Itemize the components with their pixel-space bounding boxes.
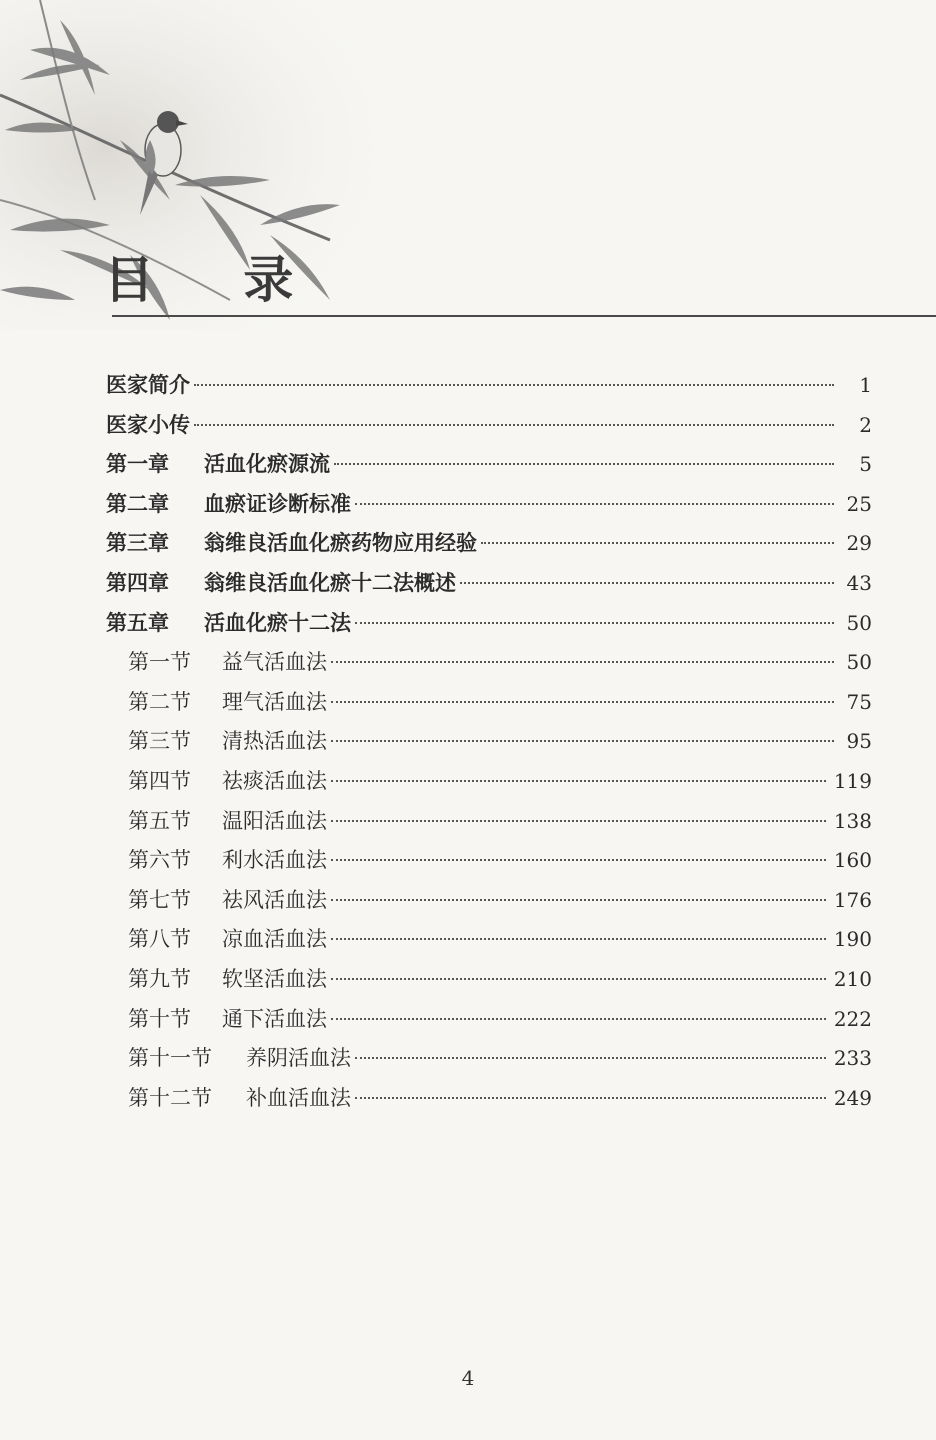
toc-entry-title: 血瘀证诊断标准 xyxy=(204,491,351,516)
toc-entry-page: 1 xyxy=(859,373,872,397)
toc-entry-section-12[interactable] xyxy=(106,1079,872,1119)
toc-entry-page: 160 xyxy=(833,848,872,873)
dot-leader xyxy=(331,780,826,782)
toc-entry-number: 第一节 xyxy=(128,650,191,675)
toc-entry-page: 95 xyxy=(846,729,872,754)
dot-leader xyxy=(460,582,834,584)
toc-entry-title: 活血化瘀十二法 xyxy=(204,610,351,635)
toc-entry-page: 29 xyxy=(846,531,872,556)
dot-leader xyxy=(355,622,834,624)
dot-leader xyxy=(194,384,834,386)
toc-entry-title: 养阴活血法 xyxy=(246,1046,351,1071)
toc-entry-title: 利水活血法 xyxy=(222,848,327,873)
toc-entry-title: 活血化瘀源流 xyxy=(204,452,330,477)
toc-entry-intro[interactable] xyxy=(106,366,872,406)
toc-entry-chapter-4[interactable] xyxy=(106,564,872,604)
toc-entry-title: 益气活血法 xyxy=(222,650,327,675)
page-number: 4 xyxy=(461,1366,475,1390)
toc-entry-title: 凉血活血法 xyxy=(222,927,327,952)
toc-entry-chapter-5[interactable] xyxy=(106,604,872,644)
toc-entry-number: 第一章 xyxy=(106,452,169,477)
dot-leader xyxy=(355,1057,826,1059)
toc-entry-number: 第四章 xyxy=(106,570,169,595)
toc-entry-chapter-3[interactable] xyxy=(106,524,872,564)
toc-entry-page: 2 xyxy=(859,412,872,437)
toc-entry-section-4[interactable] xyxy=(106,762,872,802)
toc-entry-section-1[interactable] xyxy=(106,643,872,683)
toc-entry-number: 第七节 xyxy=(128,887,191,912)
dot-leader xyxy=(331,740,834,742)
toc-entry-section-9[interactable] xyxy=(106,960,872,1000)
dot-leader xyxy=(334,463,834,465)
dot-leader xyxy=(331,978,826,980)
toc-entry-title: 补血活血法 xyxy=(246,1085,351,1110)
dot-leader xyxy=(331,701,834,703)
toc-entry-number: 第二章 xyxy=(106,491,169,516)
toc-entry-title: 温阳活血法 xyxy=(222,808,327,833)
dot-leader xyxy=(331,899,826,901)
toc-entry-page: 176 xyxy=(833,887,872,912)
toc-entry-section-7[interactable] xyxy=(106,881,872,921)
toc-entry-page: 5 xyxy=(859,452,872,477)
toc-entry-page: 138 xyxy=(833,808,872,833)
toc-entry-page: 25 xyxy=(846,491,872,516)
toc-entry-title: 医家简介 xyxy=(106,373,190,397)
toc-entry-title: 祛风活血法 xyxy=(222,887,327,912)
toc-entry-title: 软坚活血法 xyxy=(222,966,327,991)
toc-entry-page: 210 xyxy=(833,966,872,991)
toc-entry-number: 第三节 xyxy=(128,729,191,754)
toc-entry-number: 第八节 xyxy=(128,927,191,952)
toc-entry-number: 第十二节 xyxy=(128,1085,212,1110)
dot-leader xyxy=(355,503,834,505)
toc-entry-chapter-2[interactable] xyxy=(106,485,872,525)
toc-entry-number: 第二节 xyxy=(128,689,191,714)
dot-leader xyxy=(194,424,834,426)
toc-entry-title: 翁维良活血化瘀十二法概述 xyxy=(204,570,456,595)
dot-leader xyxy=(331,820,826,822)
toc-entry-page: 222 xyxy=(833,1006,872,1031)
toc-entry-section-8[interactable] xyxy=(106,920,872,960)
toc-entry-title: 医家小传 xyxy=(106,412,190,437)
toc-entry-page: 75 xyxy=(846,689,872,714)
toc-entry-page: 43 xyxy=(846,570,872,595)
toc-entry-number: 第六节 xyxy=(128,848,191,873)
table-of-contents xyxy=(106,366,872,1118)
page-title: 目 录 xyxy=(104,250,330,309)
toc-entry-chapter-1[interactable] xyxy=(106,445,872,485)
toc-entry-page: 50 xyxy=(846,610,872,635)
toc-entry-number: 第四节 xyxy=(128,768,191,793)
toc-entry-section-6[interactable] xyxy=(106,841,872,881)
toc-entry-number: 第五节 xyxy=(128,808,191,833)
toc-entry-section-2[interactable] xyxy=(106,683,872,723)
title-divider xyxy=(112,315,936,317)
toc-entry-section-11[interactable] xyxy=(106,1039,872,1079)
dot-leader xyxy=(481,542,834,544)
toc-entry-page: 119 xyxy=(833,768,872,793)
toc-entry-title: 清热活血法 xyxy=(222,729,327,754)
toc-entry-section-3[interactable] xyxy=(106,722,872,762)
toc-entry-page: 249 xyxy=(833,1085,872,1110)
toc-entry-number: 第三章 xyxy=(106,531,169,556)
dot-leader xyxy=(331,1018,826,1020)
toc-entry-title: 通下活血法 xyxy=(222,1006,327,1031)
dot-leader xyxy=(331,661,834,663)
toc-entry-page: 50 xyxy=(846,650,872,675)
toc-entry-section-5[interactable] xyxy=(106,802,872,842)
dot-leader xyxy=(331,859,826,861)
toc-entry-page: 233 xyxy=(833,1046,872,1071)
toc-entry-biography[interactable] xyxy=(106,406,872,446)
toc-entry-title: 祛痰活血法 xyxy=(222,768,327,793)
toc-entry-number: 第十节 xyxy=(128,1006,191,1031)
dot-leader xyxy=(355,1097,826,1099)
toc-entry-title: 理气活血法 xyxy=(222,689,327,714)
toc-entry-title: 翁维良活血化瘀药物应用经验 xyxy=(204,531,477,556)
dot-leader xyxy=(331,938,826,940)
toc-entry-page: 190 xyxy=(833,927,872,952)
toc-entry-section-10[interactable] xyxy=(106,1000,872,1040)
toc-entry-number: 第十一节 xyxy=(128,1046,212,1071)
toc-entry-number: 第九节 xyxy=(128,966,191,991)
toc-entry-number: 第五章 xyxy=(106,610,169,635)
